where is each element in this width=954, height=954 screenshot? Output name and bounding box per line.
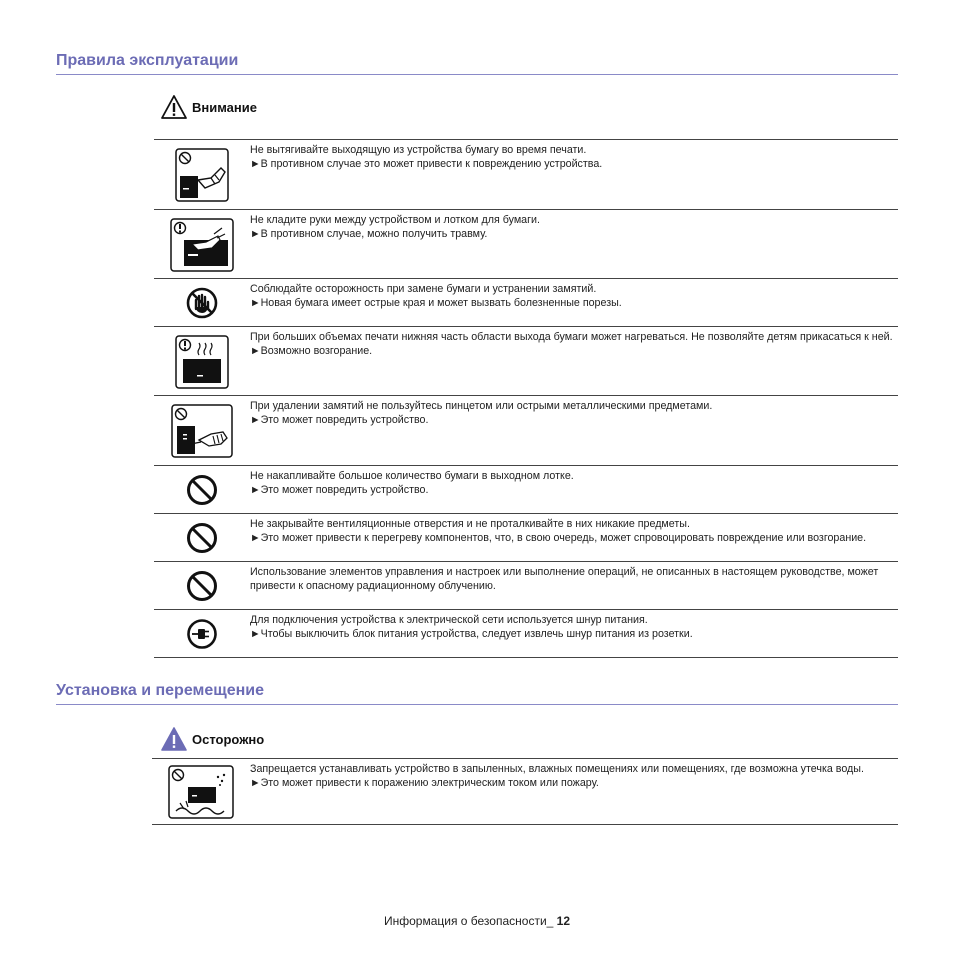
page-number: 12 (556, 914, 571, 928)
table-row (154, 139, 898, 210)
no-pull-paper-icon (175, 148, 229, 202)
prohibited-icon (186, 570, 218, 602)
row-main-text: Не вытягивайте выходящую из устройства бумагу во время печати. (250, 144, 587, 156)
row-note-text: ►Новая бумага имеет острые края и может вызвать болезненные порезы. (250, 296, 622, 309)
no-touch-hand-icon (186, 287, 218, 319)
row-main-text: При больших объемах печати нижняя часть области выхода бумаги может нагреваться. Не позволяйте детям прикасаться к ней. (250, 331, 893, 343)
table-row (154, 561, 898, 610)
row-main-text: Использование элементов управления и настроек или выполнение операций, не описанных в настоящем руководстве, может привести к опасному радиационному облучению. (250, 566, 879, 592)
row-main-text: Для подключения устройства к электрической сети используется шнур питания. (250, 614, 648, 626)
row-note-text: ►Чтобы выключить блок питания устройства, следует извлечь шнур питания из розетки. (250, 627, 693, 640)
row-note-text: ►Это может повредить устройство. (250, 413, 429, 426)
page-footer (0, 914, 954, 928)
row-main-text: Не накапливайте большое количество бумаги в выходном лотке. (250, 470, 574, 482)
table-row (154, 326, 898, 396)
row-note-text: ►Возможно возгорание. (250, 344, 373, 357)
row-main-text: Соблюдайте осторожность при замене бумаги и устранении замятий. (250, 283, 597, 295)
row-main-text: Запрещается устанавливать устройство в запыленных, влажных помещениях или помещениях, где возможна утечка воды. (250, 763, 864, 775)
warning-outline-icon (160, 94, 188, 120)
no-tweezers-icon (171, 404, 233, 458)
table-row (154, 465, 898, 514)
table-row (154, 209, 898, 279)
table-row (154, 609, 898, 658)
section-title-operation: Правила эксплуатации (56, 52, 898, 75)
prohibited-icon (186, 474, 218, 506)
table-row (154, 395, 898, 466)
row-main-text: Не кладите руки между устройством и лотком для бумаги. (250, 214, 540, 226)
row-note-text: ►В противном случае, можно получить травму. (250, 227, 488, 240)
caution-callout-label: Осторожно (192, 731, 265, 747)
table-row (152, 758, 898, 825)
warning-filled-icon (160, 726, 188, 752)
row-note-text: ►Это может повредить устройство. (250, 483, 429, 496)
row-note-text: ►Это может привести к перегреву компонентов, что, в свою очередь, может спровоцировать повреждение или возгорание. (250, 531, 867, 544)
table-row (154, 513, 898, 562)
section-title-installation: Установка и перемещение (56, 682, 898, 705)
hand-between-tray-icon (170, 218, 234, 272)
hot-surface-icon (175, 335, 229, 389)
footer-text: Информация о безопасности_ (383, 914, 554, 928)
row-main-text: При удалении замятий не пользуйтесь пинцетом или острыми металлическими предметами. (250, 400, 713, 412)
table-row (154, 278, 898, 327)
warning-callout-label: Внимание (192, 99, 257, 115)
caution-callout (160, 726, 264, 752)
row-note-text: ►В противном случае это может привести к повреждению устройства. (250, 157, 603, 170)
no-dusty-humid-place-icon (168, 765, 234, 819)
warning-callout (160, 94, 257, 120)
power-plug-icon (186, 618, 218, 650)
row-main-text: Не закрывайте вентиляционные отверстия и не проталкивайте в них никакие предметы. (250, 518, 690, 530)
prohibited-icon (186, 522, 218, 554)
row-note-text: ►Это может привести к поражению электрическим током или пожару. (250, 776, 599, 789)
